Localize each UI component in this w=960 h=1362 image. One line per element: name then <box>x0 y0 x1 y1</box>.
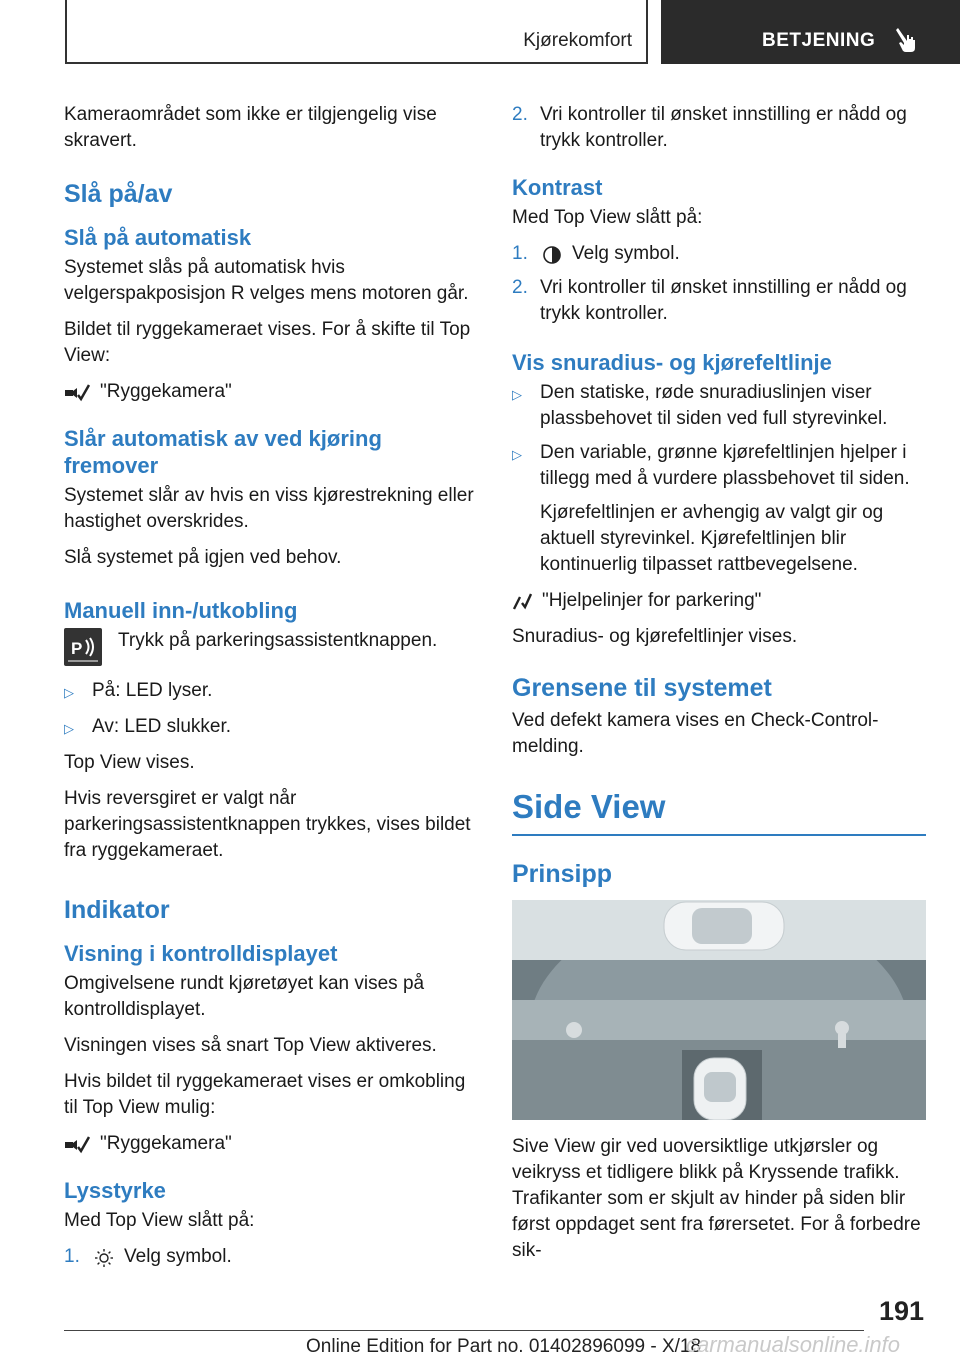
heading-auto-on: Slå på automatisk <box>64 225 252 250</box>
auto-off-text-2: Slå systemet på igjen ved behov. <box>64 547 342 568</box>
display-text-2: Visningen vises så snart Top View aktiveres. <box>64 1035 437 1056</box>
heading-principle: Prinsipp <box>512 860 613 888</box>
heading-indicator: Indikator <box>64 896 170 924</box>
heading-limits: Grensene til systemet <box>512 674 772 702</box>
parking-assist-button-icon <box>64 628 102 666</box>
watermark: carmanualsonline.info <box>686 1332 901 1357</box>
side-view-illustration <box>512 900 926 1120</box>
list-item <box>512 241 926 267</box>
step-text: Velg symbol. <box>572 243 680 264</box>
limits-text: Ved defekt kamera vises en Check-Control-melding. <box>512 710 879 757</box>
step-number: 1. <box>64 1246 80 1267</box>
rear-camera-icon <box>64 1133 90 1155</box>
menu-item-hjelpelinjer <box>512 588 926 614</box>
rear-camera-icon <box>64 381 90 403</box>
brightness-text: Med Top View slått på: <box>64 1210 255 1231</box>
auto-on-text-2: Bildet til ryggekameraet vises. For å skifte til Top View: <box>64 319 471 366</box>
section-tab <box>661 0 960 64</box>
display-text-3: Hvis bildet til ryggekameraet vises er omkobling til Top View mulig: <box>64 1071 466 1118</box>
triangle-bullet-icon: ▷ <box>64 721 74 736</box>
intro-text: Kameraområdet som ikke er tilgjengelig vise skravert. <box>64 104 437 151</box>
lines-continuation-text: Kjørefeltlinjen er avhengig av valgt gir og aktuell styrevinkel. Kjørefeltlinjen blir kontinuerlig tilpasset rattbevegelsene. <box>540 502 884 575</box>
auto-off-text-1: Systemet slår av hvis en viss kjørestrekning eller hastighet overskrides. <box>64 485 474 532</box>
page-number: 191 <box>878 1296 924 1326</box>
footer-edition: Online Edition for Part no. 01402896099 - X/18 <box>306 1336 702 1357</box>
triangle-bullet-icon: ▷ <box>512 447 522 462</box>
list-item: ▷ Den statiske, røde snuradiuslinjen viser plassbehovet til siden ved full styrevinkel. <box>512 380 926 432</box>
parking-lines-icon <box>512 591 532 611</box>
pointing-hand-icon <box>895 26 919 54</box>
heading-contrast: Kontrast <box>512 175 603 200</box>
parking-button-instruction <box>64 628 478 666</box>
step-number: 2. <box>512 104 528 125</box>
car-bottom <box>694 1058 746 1120</box>
right-column <box>512 102 926 1274</box>
section-title: BETJENING <box>762 30 876 51</box>
step-number: 1. <box>512 243 528 264</box>
step-text: Velg symbol. <box>124 1246 232 1267</box>
principle-text: Sive View gir ved uoversiktlige utkjørsler og veikryss et tidligere blikk på Kryssende trafikk. Trafikanter som er skjult av hinder på siden blir først oppdaget sent fra førersetet. For å forbedre sik- <box>512 1136 921 1261</box>
heading-side-view: Side View <box>512 786 926 836</box>
heading-manual: Manuell inn-/utkobling <box>64 598 298 623</box>
menu-item-ryggekamera <box>64 379 478 405</box>
menu-item-label: "Ryggekamera" <box>100 1133 232 1154</box>
menu-item-label: "Ryggekamera" <box>100 381 232 402</box>
contrast-text: Med Top View slått på: <box>512 207 703 228</box>
list-item <box>512 102 926 154</box>
heading-brightness: Lysstyrke <box>64 1178 166 1203</box>
display-text-1: Omgivelsene rundt kjøretøyet kan vises på kontrolldisplayet. <box>64 973 425 1020</box>
reverse-text: Hvis reversgiret er valgt når parkeringsassistentknappen trykkes, vises bildet fra ryggekameraet. <box>64 788 471 861</box>
topview-text: Top View vises. <box>64 752 195 773</box>
auto-on-text-1: Systemet slås på automatisk hvis velgerspakposisjon R velges mens motoren går. <box>64 257 469 304</box>
triangle-bullet-icon: ▷ <box>512 387 522 402</box>
step-text: Vri kontroller til ønsket innstilling er nådd og trykk kontroller. <box>540 277 907 324</box>
list-item: ▷ På: LED lyser. <box>64 678 478 706</box>
list-item: ▷ Den variable, grønne kjørefeltlinjen hjelper i tillegg med å vurdere plassbehovet til siden. <box>512 440 926 492</box>
heading-display: Visning i kontrolldisplayet <box>64 941 338 966</box>
list-item <box>512 275 926 327</box>
header-frame <box>65 0 648 64</box>
car-top <box>664 902 784 950</box>
contrast-icon <box>542 245 562 265</box>
sun-icon <box>94 1248 114 1268</box>
step-text: Vri kontroller til ønsket innstilling er nådd og trykk kontroller. <box>540 104 907 151</box>
list-item: ▷ Av: LED slukker. <box>64 714 478 742</box>
chapter-title: Kjørekomfort <box>523 30 632 51</box>
left-column <box>64 102 478 1278</box>
step-number: 2. <box>512 277 528 298</box>
triangle-bullet-icon: ▷ <box>64 685 74 700</box>
heading-auto-off: Slår automatisk av ved kjøring fremover <box>64 426 382 478</box>
heading-on-off: Slå på/av <box>64 180 173 208</box>
heading-lines: Vis snuradius- og kjørefeltlinje <box>512 350 832 375</box>
footer-divider <box>64 1330 864 1331</box>
svg-text:P: P <box>71 639 83 658</box>
menu-item-label: "Hjelpelinjer for parkering" <box>542 590 762 611</box>
button-instruction-text: Trykk på parkeringsassistentknappen. <box>118 630 438 651</box>
lines-text: Snuradius- og kjørefeltlinjer vises. <box>512 626 798 647</box>
list-item <box>64 1244 478 1270</box>
menu-item-ryggekamera <box>64 1131 478 1157</box>
